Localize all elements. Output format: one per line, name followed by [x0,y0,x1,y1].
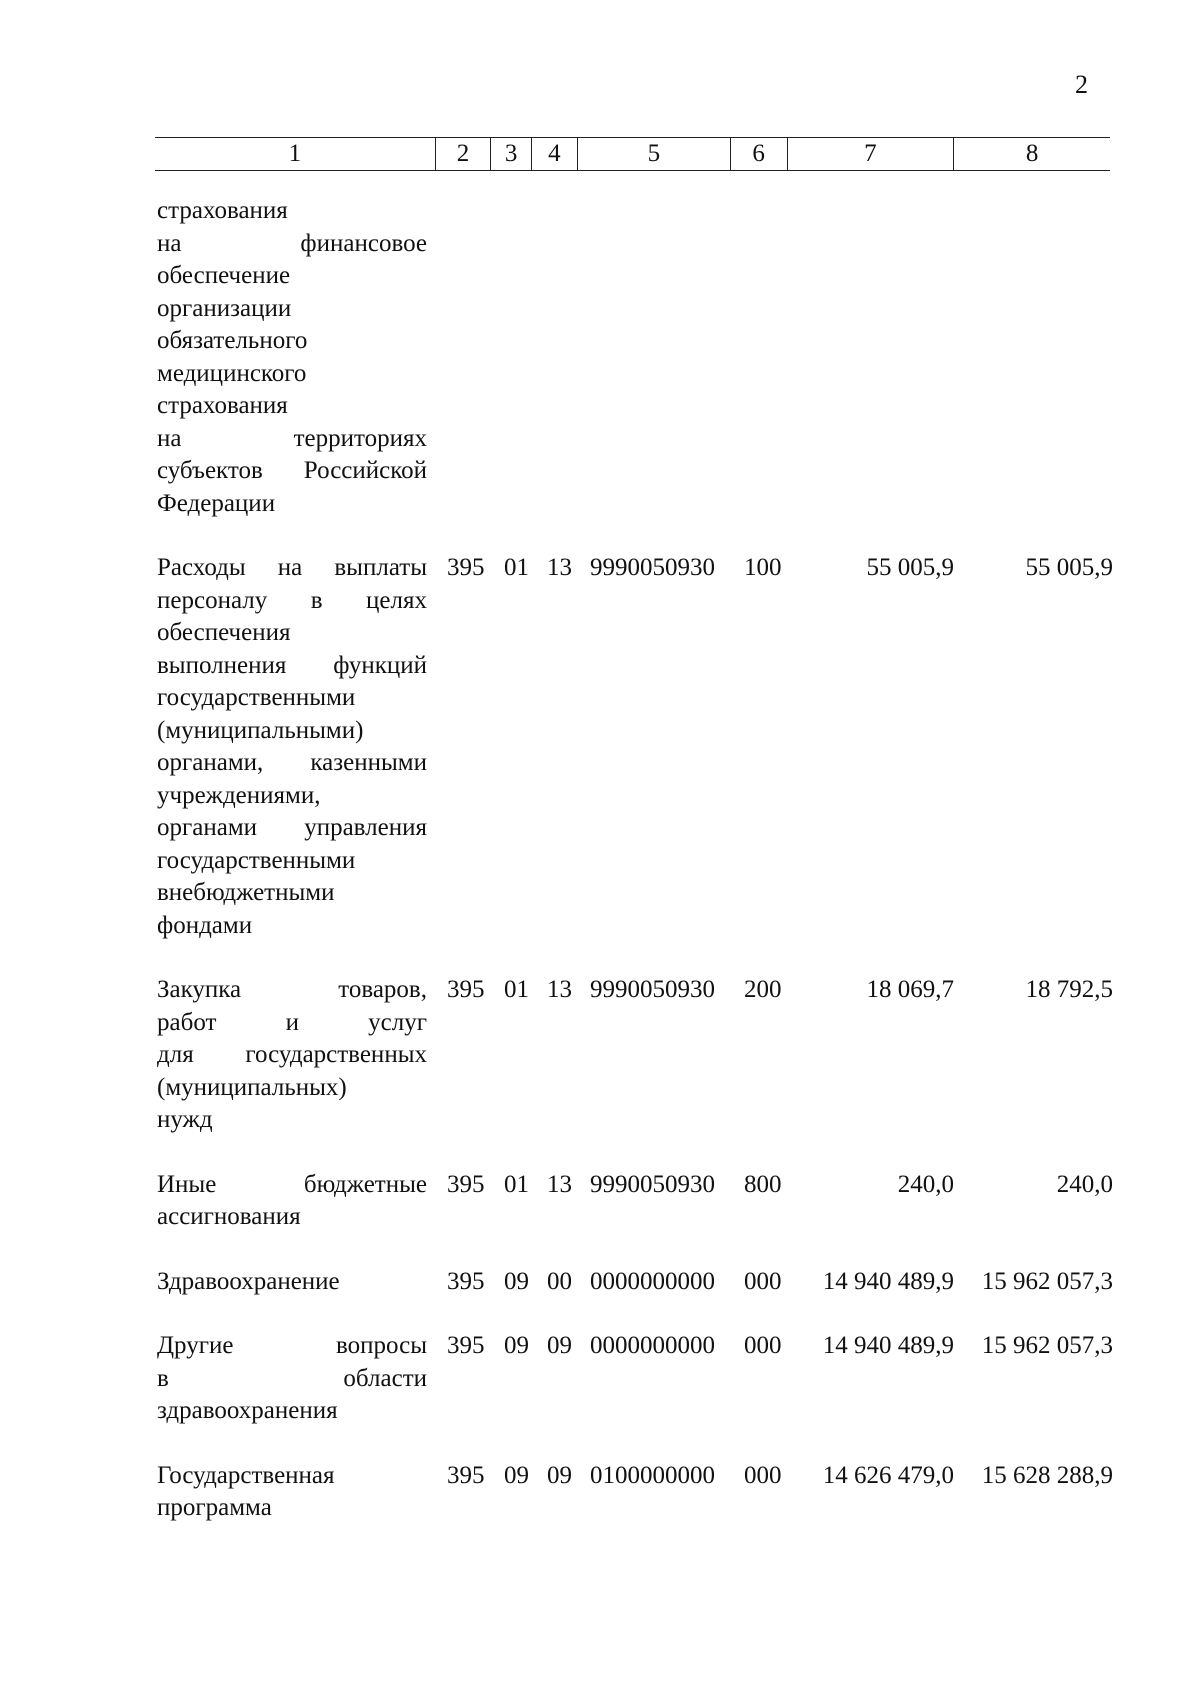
table-row [157,1460,1117,1525]
description-line: государственными [157,846,356,874]
podrazdel-code: 13 [547,976,572,1003]
row-description [157,552,427,942]
table-row [157,1330,1117,1428]
expense-type-code: 200 [744,976,782,1003]
amount-year-1: 14 940 489,9 [822,1332,954,1359]
header-col-7: 7 [787,138,954,171]
description-line: учреждениями, [157,781,321,809]
glava-code: 395 [447,976,485,1003]
amount-year-2: 15 962 057,3 [981,1332,1113,1359]
description-line: для государственных [157,1041,427,1068]
row-description [157,1460,427,1525]
header-col-5: 5 [577,138,730,171]
razdel-code: 01 [504,976,529,1003]
description-line: персоналу в целях [157,586,427,614]
podrazdel-code: 00 [547,1267,572,1295]
description-line: работ и услуг [157,1008,427,1036]
amount-year-2: 240,0 [1056,1170,1113,1198]
expense-type-code: 000 [744,1461,782,1489]
row-description [157,1169,427,1234]
amount-year-1: 240,0 [897,1170,954,1198]
expense-type-code: 000 [744,1332,782,1359]
description-line: Государственная [157,1461,335,1489]
row-description [157,195,427,520]
description-line: Закупка товаров, [157,976,427,1003]
header-col-4: 4 [531,138,577,171]
description-line: программа [157,1494,272,1521]
row-description [157,974,427,1137]
table-row [157,1266,1117,1299]
description-line: страхования [157,197,288,224]
amount-year-1: 14 940 489,9 [822,1267,954,1295]
header-col-8: 8 [954,138,1110,171]
podrazdel-code: 09 [547,1332,572,1359]
header-col-2: 2 [435,138,491,171]
amount-year-2: 55 005,9 [1025,554,1113,581]
glava-code: 395 [447,554,485,581]
description-line: Расходы на выплаты [157,554,427,581]
description-line: обеспечение [157,262,291,289]
description-line: на территориях [157,424,427,452]
table-row [157,195,1117,520]
page-number: 2 [1075,70,1088,99]
razdel-code: 01 [504,1170,529,1198]
description-line: на финансовое [157,229,427,257]
description-line: здравоохранения [157,1397,338,1424]
description-line: организации [157,294,292,322]
description-line: Федерации [157,489,276,517]
razdel-code: 09 [504,1332,529,1359]
column-number-header [155,137,1110,171]
amount-year-1: 14 626 479,0 [822,1461,954,1489]
razdel-code: 09 [504,1267,529,1295]
razdel-code: 09 [504,1461,529,1489]
amount-year-1: 18 069,7 [866,976,954,1003]
description-line: органами управления [157,814,427,841]
podrazdel-code: 13 [547,554,572,581]
target-article-code: 9990050930 [590,976,715,1003]
description-line: внебюджетными [157,879,335,906]
description-line: ассигнования [157,1203,301,1230]
description-line: Иные бюджетные [157,1170,427,1198]
razdel-code: 01 [504,554,529,581]
amount-year-1: 55 005,9 [866,554,954,581]
description-line: государственными [157,684,356,711]
target-article-code: 0000000000 [590,1332,715,1359]
description-line: органами, казенными [157,749,427,776]
amount-year-2: 18 792,5 [1025,976,1113,1003]
description-line: (муниципальными) [157,716,364,744]
budget-table-body [157,195,1117,1557]
amount-year-2: 15 628 288,9 [981,1461,1113,1489]
description-line: в области [157,1364,427,1392]
expense-type-code: 000 [744,1267,782,1295]
glava-code: 395 [447,1267,485,1295]
description-line: медицинского [157,359,307,387]
table-row [157,1169,1117,1234]
description-line: (муниципальных) [157,1073,347,1101]
table-row [157,974,1117,1137]
target-article-code: 9990050930 [590,1170,715,1198]
row-description [157,1330,427,1428]
table-row [157,552,1117,942]
target-article-code: 9990050930 [590,554,715,581]
expense-type-code: 800 [744,1170,782,1198]
target-article-code: 0100000000 [590,1461,715,1489]
description-line: нужд [157,1106,213,1133]
description-line: фондами [157,911,253,939]
description-line: обеспечения [157,619,291,646]
description-line: субъектов Российской [157,457,427,484]
description-line: выполнения функций [157,651,427,679]
glava-code: 395 [447,1332,485,1359]
description-line: Другие вопросы [157,1332,427,1359]
amount-year-2: 15 962 057,3 [981,1267,1113,1295]
description-line: обязательного [157,327,308,354]
header-col-3: 3 [491,138,532,171]
glava-code: 395 [447,1170,485,1198]
row-description [157,1266,427,1299]
target-article-code: 0000000000 [590,1267,715,1295]
podrazdel-code: 09 [547,1461,572,1489]
header-col-1: 1 [155,138,435,171]
description-line: Здравоохранение [157,1267,340,1295]
podrazdel-code: 13 [547,1170,572,1198]
header-col-6: 6 [730,138,787,171]
glava-code: 395 [447,1461,485,1489]
description-line: страхования [157,392,288,419]
expense-type-code: 100 [744,554,782,581]
